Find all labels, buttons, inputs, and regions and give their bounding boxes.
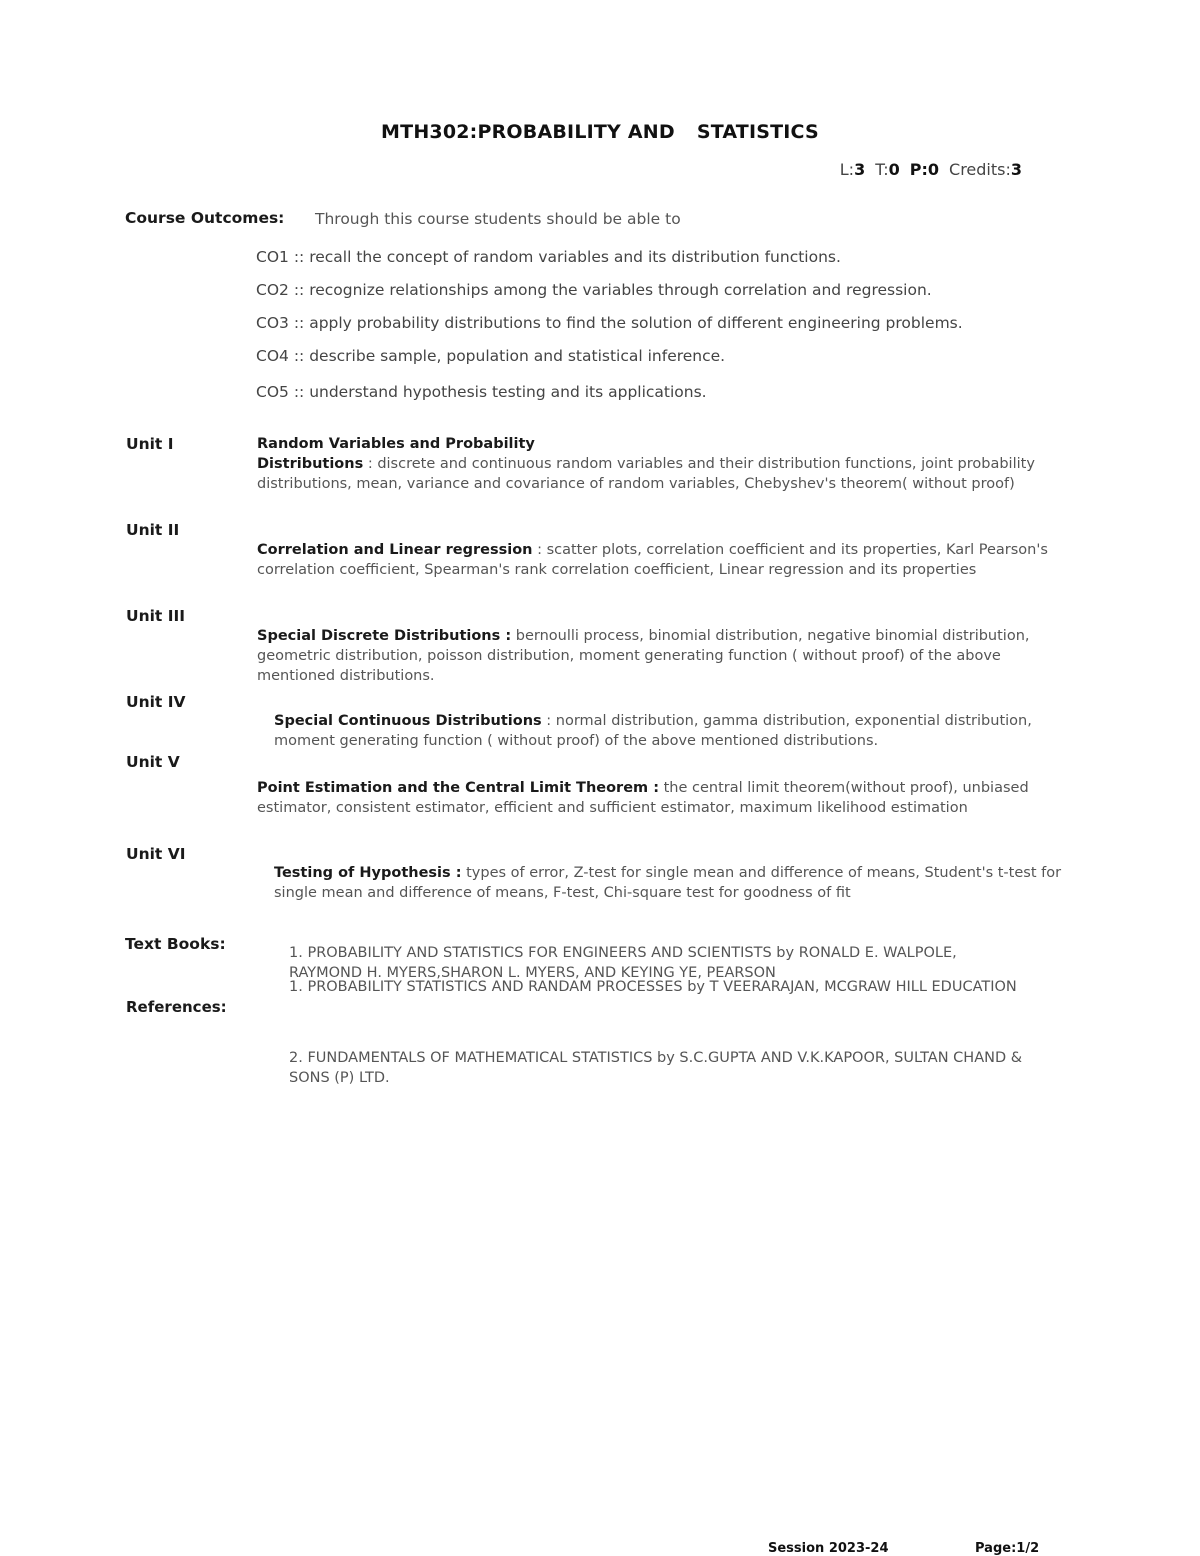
session-label: Session 2023-24 [768, 1541, 889, 1556]
co-code: CO5 [256, 383, 289, 401]
unit-1-content [257, 434, 1057, 494]
unit-1-label: Unit I [126, 435, 174, 453]
unit-description: : discrete and continuous random variables and their distribution functions, joint probability distributions, mean, variance and covariance of random variables, Chebyshev's theorem( without proof) [257, 456, 1035, 492]
co-text: :: understand hypothesis testing and its applications. [293, 383, 707, 401]
co-text: :: recognize relationships among the variables through correlation and regression. [293, 281, 932, 299]
unit-3-label: Unit III [126, 607, 186, 625]
unit-description: bernoulli process, binomial distribution, negative binomial distribution, geometric distribution, poisson distribution, moment generating function ( without proof) of the above mentioned distributions. [257, 628, 1030, 684]
course-outcomes-label: Course Outcomes: [125, 209, 285, 227]
unit-description: : scatter plots, correlation coefficient and its properties, Karl Pearson's correlation coefficient, Spearman's rank correlation coefficient, Linear regression and its properties [257, 542, 1048, 578]
unit-heading: Correlation and Linear regression [257, 542, 533, 558]
co-text: :: recall the concept of random variables and its distribution functions. [293, 248, 841, 266]
unit-6-label: Unit VI [126, 845, 186, 863]
unit-3-content [257, 626, 1072, 686]
unit-6-content [274, 863, 1084, 903]
unit-heading: Testing of Hypothesis : [274, 865, 462, 881]
unit-4-label: Unit IV [126, 693, 186, 711]
co-code: CO3 [256, 314, 289, 332]
co-text: :: describe sample, population and statistical inference. [293, 347, 726, 365]
unit-description: the central limit theorem(without proof), unbiased estimator, consistent estimator, efficient and sufficient estimator, maximum likelihood estimation [257, 780, 1029, 816]
unit-4-content [274, 711, 1064, 751]
unit-heading: Point Estimation and the Central Limit Theorem : [257, 780, 659, 796]
title-part-1: MTH302:PROBABILITY AND [381, 121, 675, 143]
unit-2-content [257, 540, 1057, 580]
unit-5-content [257, 778, 1047, 818]
co-code: CO2 [256, 281, 289, 299]
page-number: Page:1/2 [975, 1541, 1040, 1556]
title-part-2: STATISTICS [696, 121, 819, 143]
unit-5-label: Unit V [126, 753, 180, 771]
co-text: :: apply probability distributions to find the solution of different engineering problems. [293, 314, 963, 332]
t-value: 0 [888, 160, 900, 179]
unit-heading: Random Variables and Probability [257, 436, 535, 452]
credits-label: Credits: [949, 160, 1011, 179]
unit-description: : normal distribution, gamma distribution, exponential distribution, moment generating function ( without proof) of the above mentioned distributions. [274, 713, 1032, 749]
reference-1: 1. PROBABILITY STATISTICS AND RANDAM PROCESSES by T VEERARAJAN, MCGRAW HILL EDUCATION [289, 979, 1017, 995]
references-label: References: [126, 998, 227, 1016]
l-value: 3 [854, 160, 866, 179]
unit-heading-2: Distributions [257, 456, 364, 472]
t-label: T: [875, 160, 889, 179]
credits-value: 3 [1010, 160, 1022, 179]
course-outcome-3 [256, 314, 963, 332]
course-outcome-1 [256, 248, 841, 266]
course-outcome-4 [256, 347, 725, 365]
l-label: L: [839, 160, 855, 179]
course-outcome-2 [256, 281, 932, 299]
unit-heading: Special Continuous Distributions [274, 713, 542, 729]
p-value: 0 [927, 160, 940, 179]
co-code: CO1 [256, 248, 289, 266]
ltp-credits [840, 160, 1022, 179]
text-book-1: 1. PROBABILITY AND STATISTICS FOR ENGINEERS AND SCIENTISTS by RONALD E. WALPOLE, RAYMOND H. MYERS,SHARON L. MYERS, AND KEYING YE, PEARSON [289, 945, 957, 981]
page-title [0, 121, 1200, 143]
unit-heading: Special Discrete Distributions : [257, 628, 512, 644]
reference-2: 2. FUNDAMENTALS OF MATHEMATICAL STATISTICS by S.C.GUPTA AND V.K.KAPOOR, SULTAN CHAND & SONS (P) LTD. [289, 1050, 1023, 1086]
co-code: CO4 [256, 347, 289, 365]
course-outcome-5 [256, 383, 707, 401]
course-outcomes-intro: Through this course students should be able to [315, 210, 681, 228]
unit-2-label: Unit II [126, 521, 180, 539]
text-books-label: Text Books: [125, 935, 226, 953]
p-label: P: [909, 160, 928, 179]
unit-description: types of error, Z-test for single mean and difference of means, Student's t-test for single mean and difference of means, F-test, Chi-square test for goodness of fit [274, 865, 1062, 901]
